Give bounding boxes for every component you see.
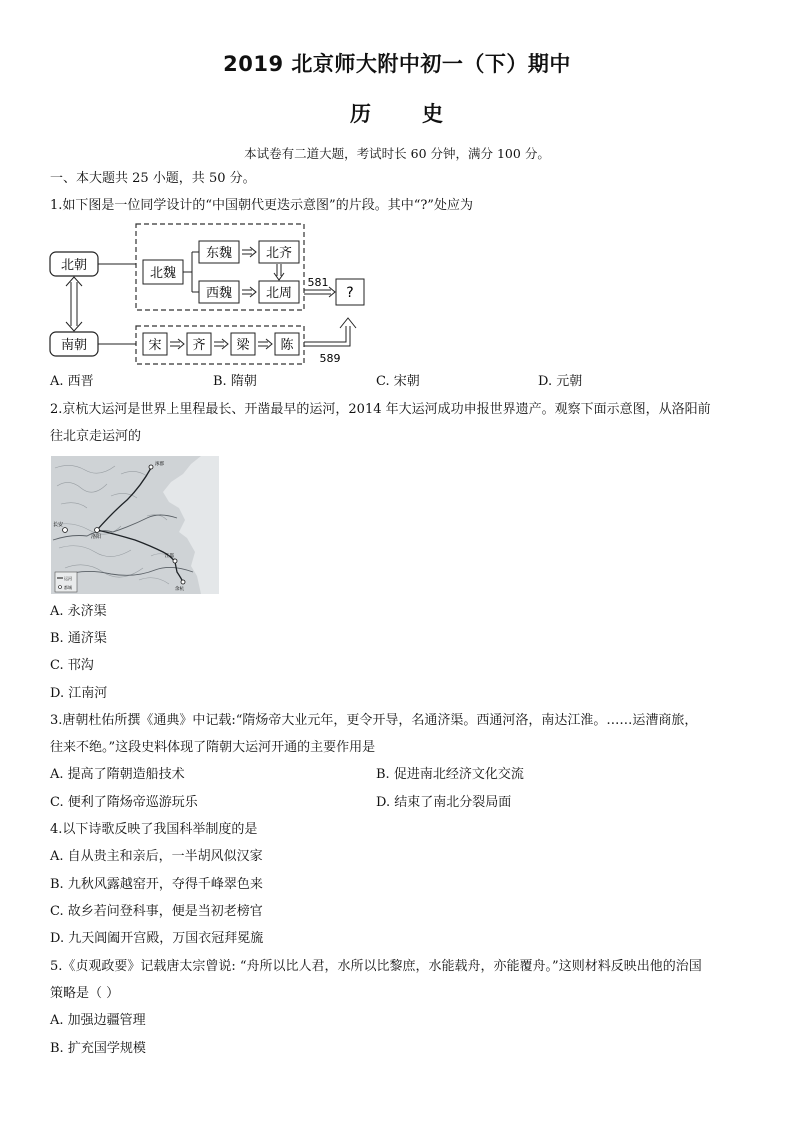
canal-map bbox=[51, 456, 219, 594]
q3-stem-line1: 3.唐朝杜佑所撰《通典》中记载:“隋炀帝大业元年，更令开导，名通济渠。西通河洛，南达江淮。……运漕商旅， bbox=[50, 713, 698, 728]
diagram-liang: 梁 bbox=[236, 338, 250, 353]
q5-option-a[interactable]: A. 加强边疆管理 bbox=[50, 1013, 146, 1028]
q4-option-c[interactable]: C. 故乡若问登科事，便是当初老榜官 bbox=[50, 904, 263, 919]
q2-stem-line1: 2.京杭大运河是世界上里程最长、开凿最早的运河，2014 年大运河成功申报世界遗产。观察下面示意图，从洛阳前 bbox=[50, 402, 711, 417]
q3-option-d[interactable]: D. 结束了南北分裂局面 bbox=[376, 795, 512, 810]
section-heading: 一、本大题共 25 小题，共 50 分。 bbox=[50, 171, 256, 186]
q1-stem: 1.如下图是一位同学设计的“中国朝代更迭示意图”的片段。其中“?”处应为 bbox=[50, 198, 473, 213]
q3-option-c[interactable]: C. 便利了隋炀帝巡游玩乐 bbox=[50, 795, 198, 810]
diagram-dongwei: 东魏 bbox=[205, 246, 233, 261]
q4-stem: 4.以下诗歌反映了我国科举制度的是 bbox=[50, 822, 258, 837]
q1-option-b[interactable]: B. 隋朝 bbox=[213, 374, 257, 389]
diagram-beiqi: 北齐 bbox=[265, 246, 293, 261]
map-label-zhuo: 涿郡 bbox=[155, 462, 164, 467]
q1-option-a[interactable]: A. 西晋 bbox=[50, 374, 94, 389]
q1-option-d[interactable]: D. 元朝 bbox=[538, 374, 583, 389]
subject-char-1: 历 bbox=[350, 102, 372, 126]
exam-instruction: 本试卷有二道大题，考试时长 60 分钟，满分 100 分。 bbox=[244, 146, 550, 161]
subject-char-2: 史 bbox=[422, 102, 444, 126]
q5-stem-line1: 5.《贞观政要》记载唐太宗曾说: “舟所以比人君，水所以比黎庶，水能载舟，亦能覆舟。”这则材料反映出他的治国 bbox=[50, 959, 702, 974]
diagram-song: 宋 bbox=[148, 338, 162, 353]
map-label-changan: 长安 bbox=[53, 522, 64, 528]
q5-option-b[interactable]: B. 扩充国学规模 bbox=[50, 1041, 146, 1056]
q5-stem-line2: 策略是（ ） bbox=[50, 986, 120, 1001]
diagram-beizhou: 北周 bbox=[265, 286, 293, 301]
q4-option-d[interactable]: D. 九天阊阖开宫殿，万国衣冠拜冕旒 bbox=[50, 931, 264, 946]
map-label-yuhang: 余杭 bbox=[175, 587, 184, 592]
q2-option-d[interactable]: D. 江南河 bbox=[50, 686, 108, 701]
map-legend-capital: 都城 bbox=[64, 585, 72, 590]
map-label-jiangdu: 江都 bbox=[165, 554, 174, 559]
q4-option-b[interactable]: B. 九秋风露越窑开，夺得千峰翠色来 bbox=[50, 877, 263, 892]
diagram-beiwei: 北魏 bbox=[149, 266, 177, 281]
q4-option-a[interactable]: A. 自从贵主和亲后，一半胡风似汉家 bbox=[50, 849, 263, 864]
q3-option-a[interactable]: A. 提高了隋朝造船技术 bbox=[50, 767, 185, 782]
q1-option-c[interactable]: C. 宋朝 bbox=[376, 374, 420, 389]
diagram-xiwei: 西魏 bbox=[205, 286, 233, 301]
diagram-chen: 陈 bbox=[280, 338, 294, 353]
diagram-question-mark: ? bbox=[346, 285, 354, 301]
q3-stem-line2: 往来不绝。”这段史料体现了隋朝大运河开通的主要作用是 bbox=[50, 740, 376, 755]
q2-option-a[interactable]: A. 永济渠 bbox=[50, 604, 107, 619]
q2-stem-line2: 往北京走运河的 bbox=[50, 429, 142, 444]
dynasty-diagram bbox=[46, 222, 376, 368]
diagram-year-581: 581 bbox=[307, 276, 329, 289]
diagram-year-589: 589 bbox=[319, 352, 341, 365]
q2-option-c[interactable]: C. 邗沟 bbox=[50, 658, 94, 673]
q3-option-b[interactable]: B. 促进南北经济文化交流 bbox=[376, 767, 524, 782]
q2-option-b[interactable]: B. 通济渠 bbox=[50, 631, 107, 646]
diagram-south: 南朝 bbox=[60, 338, 88, 353]
diagram-qi: 齐 bbox=[192, 338, 206, 353]
subject-title bbox=[0, 98, 794, 128]
map-legend-canal: 运河 bbox=[64, 576, 72, 581]
map-label-luoyang: 洛阳 bbox=[91, 534, 102, 540]
exam-title: 2019 北京师大附中初一（下）期中 bbox=[223, 52, 571, 76]
diagram-north: 北朝 bbox=[60, 258, 88, 273]
